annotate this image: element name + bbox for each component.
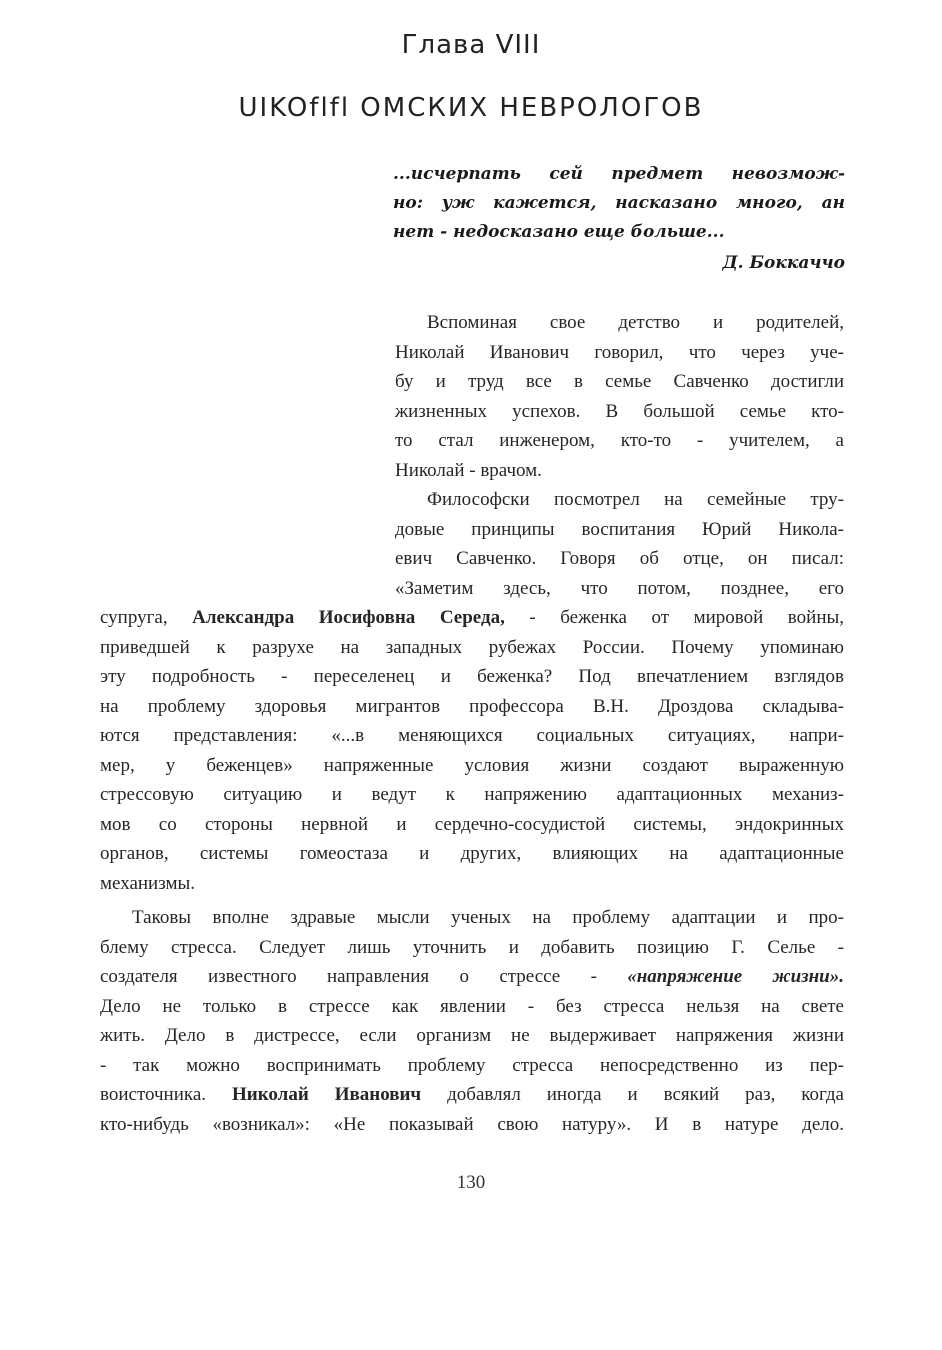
emphasis-quote: «напряжение жизни». (627, 966, 844, 987)
text-line: ются представления: «...в меняющихся социальных ситуациях, напри- (100, 725, 844, 746)
person-name: Александра Иосифовна Середа, (192, 607, 505, 628)
text-line: довые принципы воспитания Юрий Никола- (395, 518, 844, 540)
text-line: мер, у беженцев» напряженные условия жизни создают выраженную (100, 754, 844, 776)
text-line (100, 603, 844, 633)
text-line: евич Савченко. Говоря об отце, он писал: (395, 548, 844, 569)
chapter-title: UIKOflfl ОМСКИХ НЕВРОЛОГОВ (238, 93, 704, 123)
text-line: жизненных успехов. В большой семье кто- (395, 400, 844, 422)
epigraph (393, 160, 845, 279)
text-line (100, 962, 844, 992)
text-segment: воисточника. (100, 1084, 232, 1105)
text-line (100, 1080, 844, 1110)
epigraph-author: Д. Боккаччо (722, 253, 845, 273)
page-number: 130 (456, 1172, 486, 1193)
text-line: Вспоминая свое детство и родителей, (427, 312, 844, 333)
text-line: Таковы вполне здравые мысли ученых на проблему адаптации и про- (132, 907, 844, 928)
text-line: Философски посмотрел на семейные тру- (427, 489, 844, 510)
text-segment: добавлял иногда и всякий раз, когда (421, 1084, 844, 1105)
text-segment: супруга, (100, 607, 193, 628)
text-line: кто-нибудь «возникал»: «Не показывай свою натуру». И в натуре дело. (100, 1113, 844, 1135)
text-line: жить. Дело в дистрессе, если организм не выдерживает напряжения жизни (100, 1025, 844, 1046)
text-segment: создателя известного направления о стрессе - (100, 966, 628, 987)
person-name: Николай Иванович (231, 1084, 422, 1105)
text-line: блему стресса. Следует лишь уточнить и добавить позицию Г. Селье - (100, 936, 844, 958)
text-line: то стал инженером, кто-то - учителем, а (395, 430, 844, 451)
text-line: на проблему здоровья мигрантов профессора В.Н. Дроздова складыва- (100, 695, 844, 717)
text-line: механизмы. (100, 872, 195, 894)
epigraph-line: ...исчерпать сей предмет невозмож- (393, 164, 845, 184)
text-line: - так можно воспринимать проблему стресса непосредственно из пер- (100, 1054, 844, 1076)
text-line: Дело не только в стрессе как явлении - без стресса нельзя на свете (100, 995, 844, 1017)
text-line: органов, системы гомеостаза и других, влияющих на адаптационные (100, 843, 844, 864)
epigraph-line: но: уж кажется, насказано много, ан (393, 193, 845, 213)
text-line: Николай Иванович говорил, что через уче- (395, 341, 844, 363)
epigraph-line: нет - недосказано еще больше... (393, 222, 725, 242)
text-line: эту подробность - переселенец и беженка? Под впечатлением взглядов (100, 666, 844, 687)
text-line: приведшей к разрухе на западных рубежах России. Почему упоминаю (100, 636, 844, 658)
text-line: «Заметим здесь, что потом, позднее, его (395, 577, 844, 599)
body-text (100, 308, 844, 1139)
chapter-heading: Глава VIII (401, 30, 541, 60)
text-line: стрессовую ситуацию и ведут к напряжению адаптационных механиз- (100, 784, 844, 805)
text-segment: - беженка от мировой войны, (504, 607, 845, 628)
text-line: Николай - врачом. (395, 459, 542, 481)
text-line: мов со стороны нервной и сердечно-сосудистой системы, эндокринных (100, 813, 844, 835)
text-line: бу и труд все в семье Савченко достигли (395, 371, 844, 392)
